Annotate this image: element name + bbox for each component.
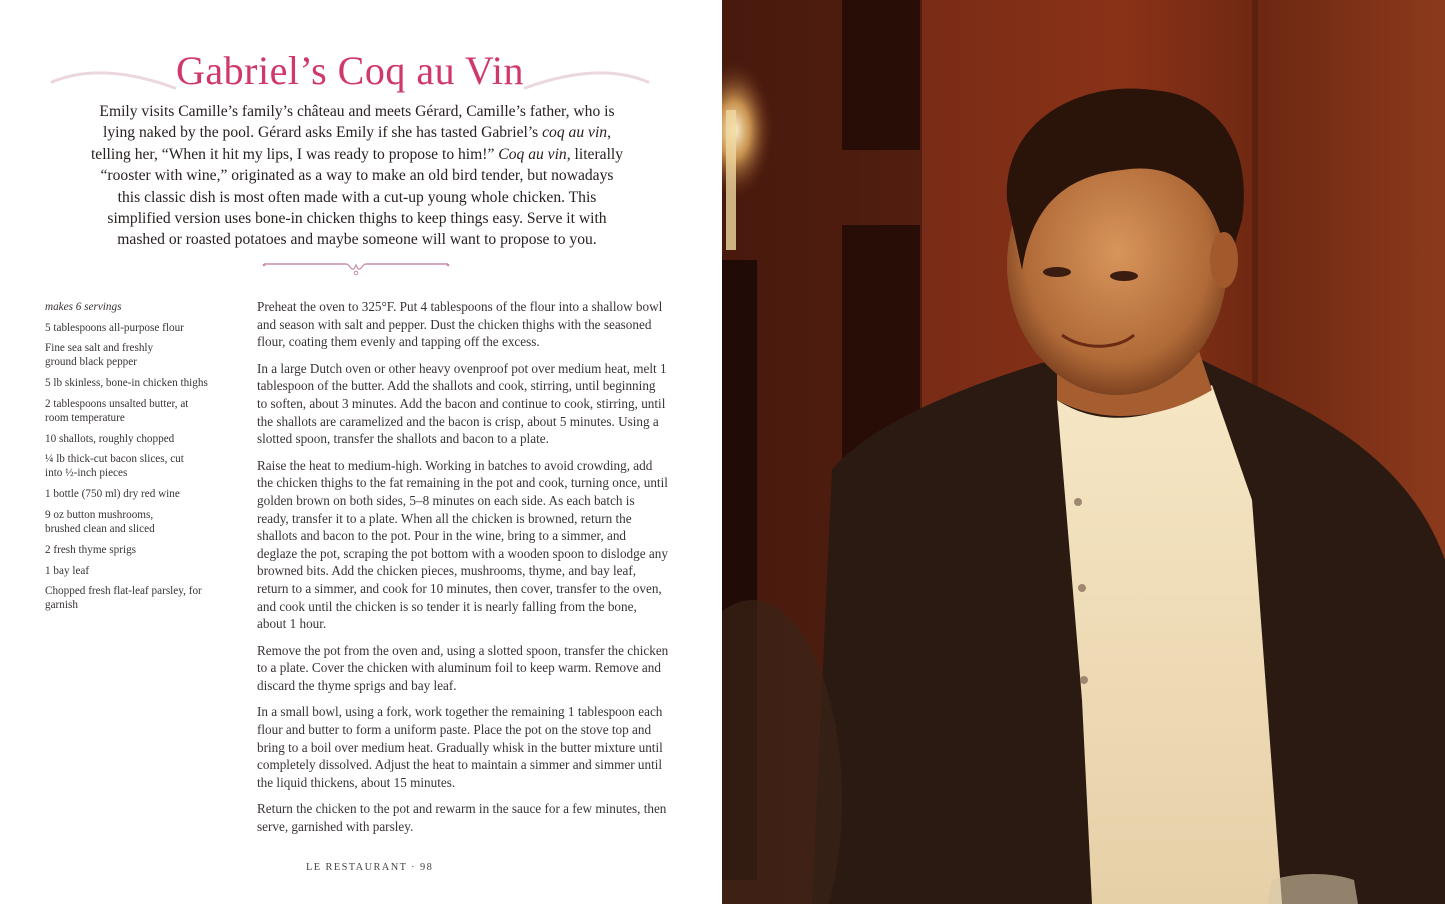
recipe-title: Gabriel’s Coq au Vin — [176, 48, 524, 93]
method-step: In a large Dutch oven or other heavy ovenproof pot over medium heat, melt 1 tablespoon of the butter. Add the shallots and cook, stirring, until beginning to soften, about 3 minutes. Add the bacon and continue to cook, stirring, until the shallots are caramelized and the bacon is crisp, about 5 minutes. Using a slotted spoon, transfer the shallots and bacon to a plate. — [257, 360, 667, 447]
method-step: Preheat the oven to 325°F. Put 4 tablespoons of the flour into a shallow bowl and season with salt and pepper. Dust the chicken thighs with the seasoned flour, coating them evenly and tapping off the excess. — [257, 299, 663, 350]
ingredient-item: 1 bay leaf — [45, 564, 90, 577]
ingredient-item: 5 lb skinless, bone-in chicken thighs — [45, 377, 208, 390]
ingredient-item: ¼ lb thick-cut bacon slices, cut into ½-inch pieces — [45, 453, 184, 480]
title-block — [50, 48, 650, 98]
intro-text: , literally “rooster with wine,” originated as a way to make an old bird tender, but nowadays this classic dish is most often made with a cut-up young whole chicken. This simplified version uses bone-in chicken thighs to keep things easy. Serve it with mashed or roasted potatoes and maybe someone will want to propose to you. — [100, 145, 624, 249]
ingredient-item: 2 tablespoons unsalted butter, at room temperature — [45, 397, 189, 424]
method-step: In a small bowl, using a fork, work together the remaining 1 tablespoon each flour and butter to form a uniform paste. Place the pot on the stove top and bring to a boil over medium heat. Gradually whisk in the butter mixture until completely dissolved. Adjust the heat to maintain a simmer and simmer until the liquid thickens, about 15 minutes. — [257, 704, 663, 790]
right-swash-ornament — [520, 62, 650, 92]
page-footer-running-head: LE RESTAURANT · 98 — [306, 862, 434, 873]
intro-paragraph — [88, 101, 626, 251]
servings-yield: makes 6 servings — [45, 301, 122, 313]
recipe-page — [0, 0, 722, 904]
intro-italic-text: coq au vin — [542, 124, 608, 142]
photo-man-smiling-image — [722, 0, 1445, 904]
ingredient-item: 2 fresh thyme sprigs — [45, 543, 137, 556]
ingredient-item: 10 shallots, roughly chopped — [45, 432, 175, 445]
ingredient-item: 1 bottle (750 ml) dry red wine — [45, 488, 180, 501]
ingredient-item: 5 tablespoons all-purpose flour — [45, 321, 184, 334]
ingredient-item: 9 oz button mushrooms, brushed clean and sliced — [45, 509, 155, 536]
ingredients-list — [45, 300, 245, 619]
method-steps — [257, 298, 669, 845]
intro-text: Emily visits Camille’s family’s château and meets Gérard, Camille’s father, who is lying naked by the pool. Gérard asks Emily if she has tasted Gabriel’s — [99, 103, 615, 142]
intro-italic-text: Coq au vin — [498, 145, 567, 163]
method-step: Return the chicken to the pot and rewarm in the sauce for a few minutes, then serve, garnished with parsley. — [257, 801, 667, 835]
flourish-divider-icon — [260, 258, 452, 278]
recipe-intro — [88, 101, 626, 251]
ingredient-item: Chopped fresh flat-leaf parsley, for garnish — [45, 585, 202, 612]
method-step: Raise the heat to medium-high. Working in batches to avoid crowding, add the chicken thighs to the fat remaining in the pot and cook, turning once, until golden brown on both sides, 5–8 minutes on each side. As each batch is ready, transfer it to a plate. When all the chicken is browned, return the shallots and bacon to the pot. Pour in the wine, bring to a simmer, and deglaze the pot, scraping the pot bottom with a wooden spoon to dislodge any browned bits. Add the chicken pieces, mushrooms, thyme, and bay leaf, return to a simmer, and cook for 10 minutes, then cover, transfer to the oven, and cook until the chicken is so tender it is nearly falling from the bone, about 1 hour. — [257, 457, 668, 632]
intro-text: , telling her, “When it hit my lips, I was ready to propose to him!” — [90, 124, 611, 163]
ingredient-item: Fine sea salt and freshly ground black pepper — [45, 342, 154, 369]
photo-page — [722, 0, 1445, 904]
method-step: Remove the pot from the oven and, using a slotted spoon, transfer the chicken to a plate. Cover the chicken with aluminum foil to keep warm. Remove and discard the thyme sprigs and bay leaf. — [257, 642, 669, 693]
